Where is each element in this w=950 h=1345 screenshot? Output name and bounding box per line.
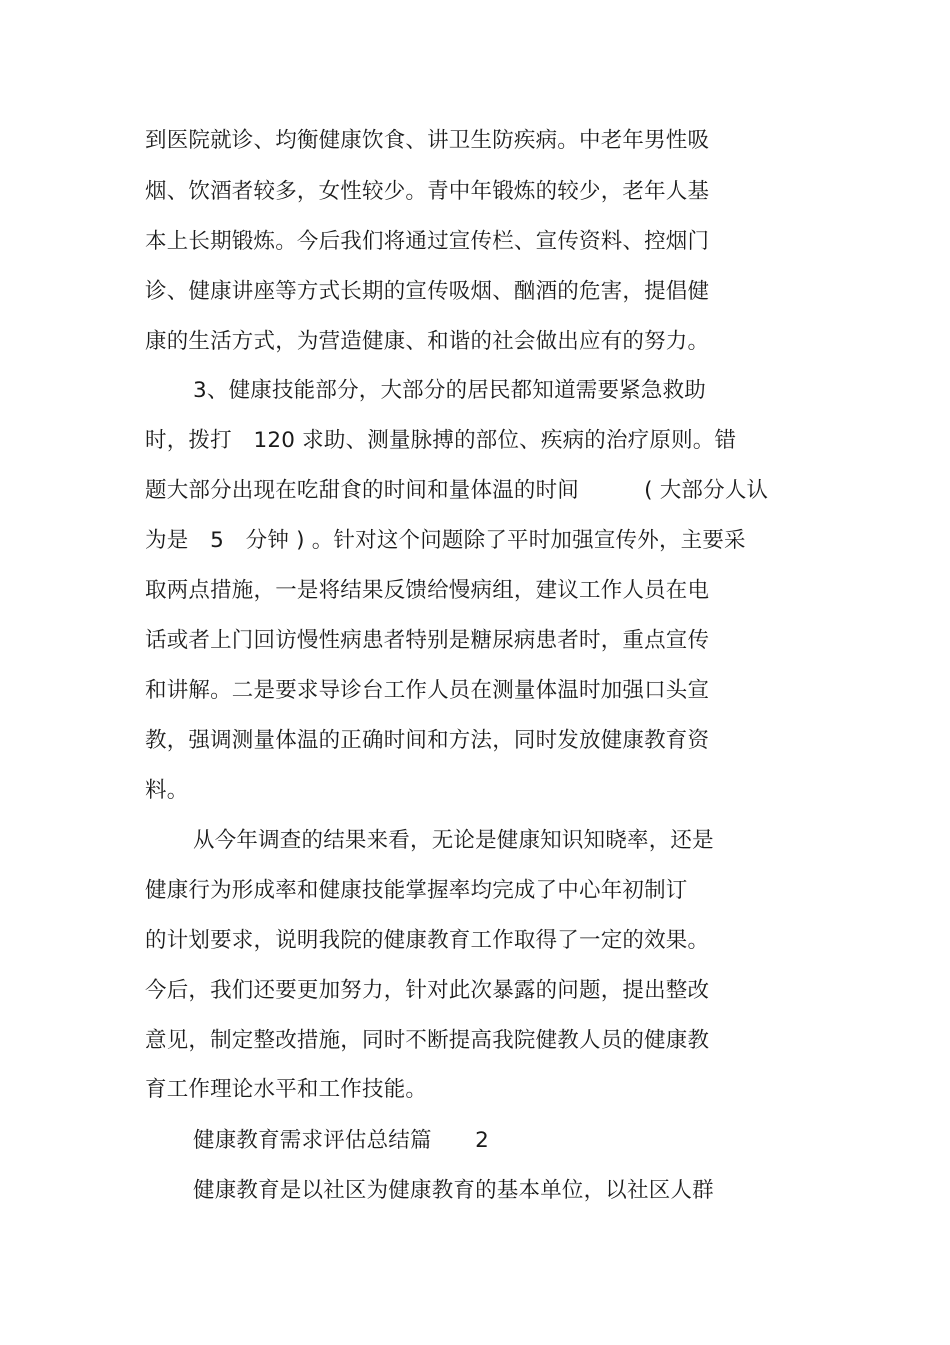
paragraph-start-line: 3、健康技能部分，大部分的居民都知道需要紧急救助 bbox=[193, 378, 706, 403]
paragraph-start-line: 健康教育是以社区为健康教育的基本单位，以社区人群 bbox=[193, 1178, 714, 1203]
text-line: 料。 bbox=[145, 778, 189, 803]
text-line: 健康行为形成率和健康技能掌握率均完成了中心年初制订 bbox=[145, 878, 688, 903]
text-line: 和讲解。二是要求导诊台工作人员在测量体温时加强口头宣 bbox=[145, 678, 710, 703]
text-line: 的计划要求，说明我院的健康教育工作取得了一定的效果。 bbox=[145, 928, 710, 953]
text-line: 为是 5 分钟 ) 。针对这个问题除了平时加强宣传外，主要采 bbox=[145, 528, 746, 553]
text-line: 教，强调测量体温的正确时间和方法，同时发放健康教育资 bbox=[145, 728, 710, 753]
text-line: 时，拨打 120 求助、测量脉搏的部位、疾病的治疗原则。错 bbox=[145, 428, 737, 453]
text-line: 到医院就诊、均衡健康饮食、讲卫生防疾病。中老年男性吸 bbox=[145, 128, 710, 153]
paragraph-start-line: 从今年调查的结果来看，无论是健康知识知晓率，还是 bbox=[193, 828, 714, 853]
text-line: 意见，制定整改措施，同时不断提高我院健教人员的健康教 bbox=[145, 1028, 710, 1053]
section-heading: 健康教育需求评估总结篇 2 bbox=[193, 1128, 489, 1153]
text-line: 话或者上门回访慢性病患者特别是糖尿病患者时，重点宣传 bbox=[145, 628, 710, 653]
text-line: 取两点措施，一是将结果反馈给慢病组，建议工作人员在电 bbox=[145, 578, 710, 603]
text-line: 今后，我们还要更加努力，针对此次暴露的问题，提出整改 bbox=[145, 978, 710, 1003]
text-line: 题大部分出现在吃甜食的时间和量体温的时间 ( 大部分人认 bbox=[145, 478, 769, 503]
text-line: 烟、饮酒者较多，女性较少。青中年锻炼的较少，老年人基 bbox=[145, 179, 710, 204]
text-line: 诊、健康讲座等方式长期的宣传吸烟、酗酒的危害，提倡健 bbox=[145, 279, 710, 304]
text-line: 康的生活方式，为营造健康、和谐的社会做出应有的努力。 bbox=[145, 329, 710, 354]
text-line: 育工作理论水平和工作技能。 bbox=[145, 1077, 428, 1102]
text-line: 本上长期锻炼。今后我们将通过宣传栏、宣传资料、控烟门 bbox=[145, 229, 710, 254]
